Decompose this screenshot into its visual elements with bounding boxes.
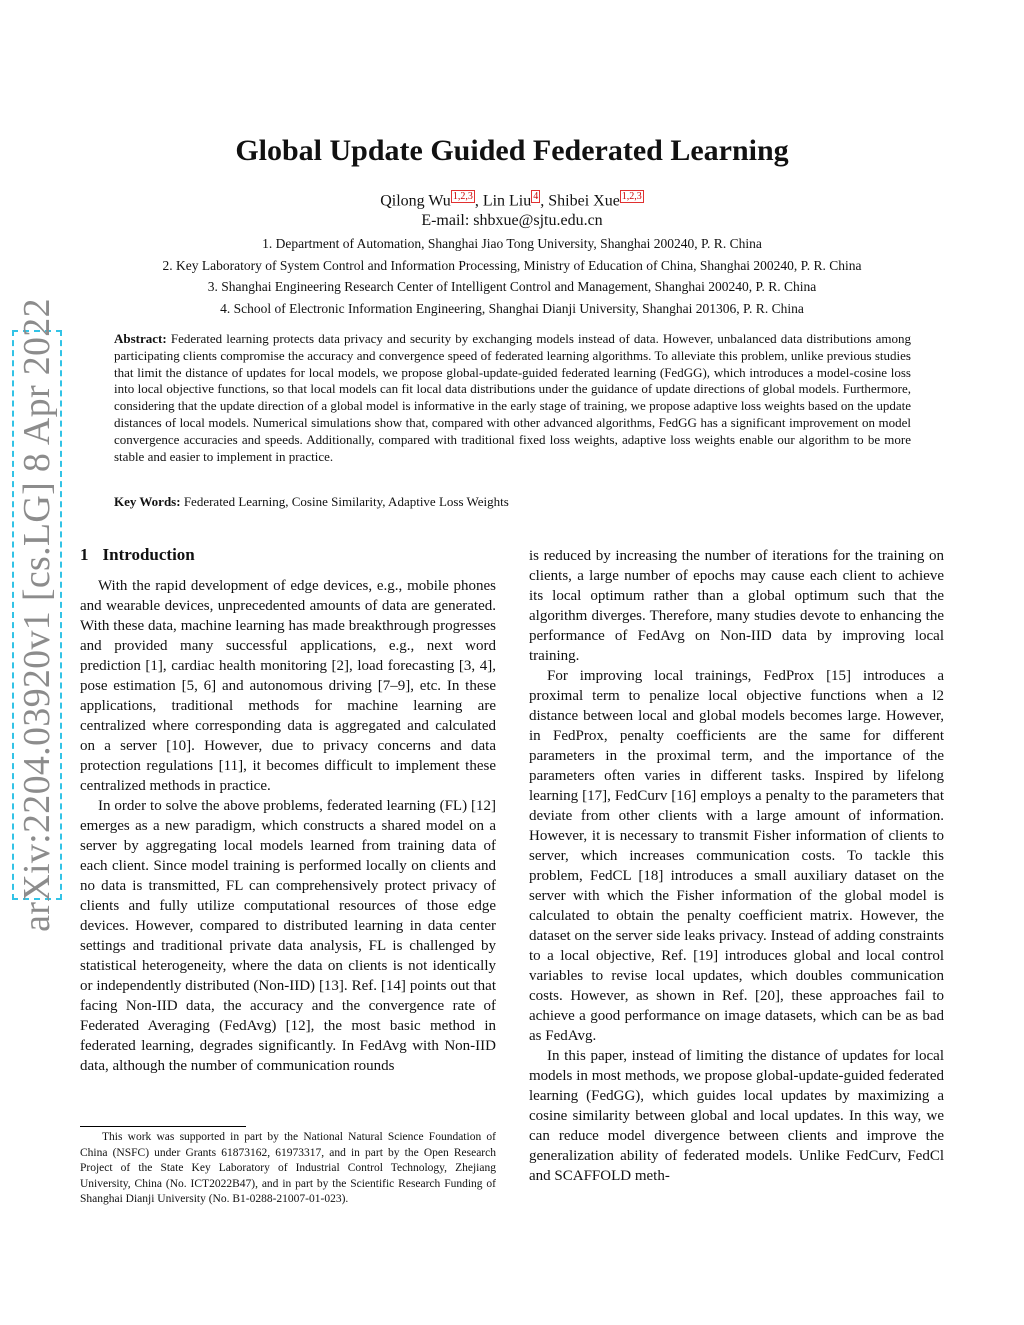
abstract-text: Federated learning protects data privacy and security by exchanging models instead of data. However, unbalanced data distributions among participating clients compromise the accuracy and convergence speed of federated learning algorithms. To alleviate this problem, unlike previous studies that limit the distance of updates for local models, we propose global-update-guided federated learning (FedGG), which introduces a model-cosine loss into local objective functions, so that local models can fit local data distributions under the guidance of update directions of global models. Furthermore, considering that the update direction of a global model is informative in the early stage of training, we propose adaptive loss weights based on the update distances of local models. Numerical simulations show that, compared with other advanced algorithms, FedGG has a significant improvement on model convergence accuracies and speeds. Additionally, compared with traditional fixed loss weights, adaptive loss weights enable our algorithm to be more stable and easier to implement in practice. <box>114 331 912 464</box>
author-email: E-mail: shbxue@sjtu.edu.cn <box>421 212 603 229</box>
arxiv-sidebar <box>12 298 62 932</box>
affiliation: 4. School of Electronic Information Engineering, Shanghai Dianji University, Shanghai 201306, P. R. China <box>220 301 804 316</box>
abstract-label: Abstract: <box>114 331 167 346</box>
affiliation: 3. Shanghai Engineering Research Center of Intelligent Control and Management, Shanghai 200240, P. R. China <box>207 279 817 294</box>
paper-title: Global Update Guided Federated Learning <box>235 134 789 167</box>
footnote: This work was supported in part by the National Natural Science Foundation of China (NSFC) under Grants 61873162, 61973317, and in part by the Open Research Project of the State Key Laboratory of Industrial Control Technology, Zhejiang University, China (No. ICT2022B47), and in part by the Scientific Research Funding of Shanghai Dianji University (No. B1-0288-21007-01-023). <box>80 1131 496 1206</box>
author-line <box>0 190 1024 210</box>
keywords-text: Federated Learning, Cosine Similarity, Adaptive Loss Weights <box>183 494 509 509</box>
section-title: Introduction <box>102 545 195 564</box>
paragraph: In order to solve the above problems, federated learning (FL) [12] emerges as a new paradigm, which constructs a shared model on a server by aggregating local models learned from training data of each client. Since model training is performed locally on clients and no data is transmitted, FL can comprehensively protect privacy of clients and fully utilize computational resources of those edge devices. However, compared to distributed learning in data center settings and traditional private data analysis, FL is challenged by statistical heterogeneity, where the data on clients is not identically or independently distributed (Non-IID) [13]. Ref. [14] points out that facing Non-IID data, the accuracy and the convergence rate of Federated Averaging (FedAvg) [12], the most basic method in federated learning, degrades significantly. In FedAvg with Non-IID data, although the number of communication rounds <box>80 798 496 1074</box>
arxiv-identifier: arXiv:2204.03920v1 [cs.LG] 8 Apr 2022 <box>16 298 58 932</box>
abstract <box>114 331 911 465</box>
right-column <box>529 546 944 1186</box>
paragraph: In this paper, instead of limiting the distance of updates for local models in most methods, we propose global-update-guided federated learning (FedGG), which guides local updates by maximizing a cosine similarity between global and local updates. In this way, we can reduce model divergence between clients and improve the generalization ability of federated models. Unlike FedCurv, FedCl and SCAFFOLD meth- <box>529 1048 944 1184</box>
author-name: , Lin Liu <box>474 192 532 210</box>
paragraph: With the rapid development of edge devices, e.g., mobile phones and wearable devices, unprecedented amounts of data are generated. With these data, machine learning has made breakthrough progresses and provided many successful applications, e.g., next word prediction [1], cardiac health monitoring [2], load forecasting [3, 4], pose estimation [5, 6] and autonomous driving [7–9], etc. In these applications, traditional methods for machine learning are centralized where corresponding data is aggregated and calculated on a server [10]. However, due to privacy concerns and data protection regulations [11], it becomes difficult to implement these centralized methods in practice. <box>80 578 496 794</box>
paragraph: is reduced by increasing the number of iterations for the training on clients, a large number of epochs may cause each client to achieve its local optimum rather than a global optimum such that the algorithm diverges. Therefore, many studies devote to enhancing the performance of FedAvg on Non-IID data by improving local training. <box>529 548 944 664</box>
affiliation-ref[interactable]: 1,2,3 <box>452 191 473 202</box>
author-name: , Shibei Xue <box>540 192 620 210</box>
keywords <box>114 494 911 510</box>
footnote-rule <box>80 1126 246 1127</box>
keywords-label: Key Words: <box>114 494 181 509</box>
section-number: 1 <box>80 545 89 564</box>
affiliation: 1. Department of Automation, Shanghai Jiao Tong University, Shanghai 200240, P. R. China <box>262 236 762 251</box>
left-column <box>80 576 496 1076</box>
section-heading <box>80 545 195 565</box>
paragraph: For improving local trainings, FedProx [15] introduces a proximal term to penalize local objective functions when a l2 distance between local and global models becomes large. However, in FedProx, penalty coefficients are the same for different parameters in the proximal term, and the importance of the parameters often varies in different tasks. Inspired by lifelong learning [17], FedCurv [16] employs a penalty to the parameters that deviate from other clients with a large amount of information. However, it is necessary to transmit Fisher information of clients to server, which increases communication costs. To tackle this problem, FedCL [18] introduces a small auxiliary dataset on the server with which the Fisher information of the global model is calculated to obtain the penalty coefficient matrix. However, the dataset on the server side leaks privacy. Instead of adding constraints to a local objective, Ref. [19] introduces global and local control variables to revise local updates, which doubles communication costs. However, as shown in Ref. [20], these approaches fail to achieve a good performance on image datasets, which can be as bad as FedAvg. <box>529 668 944 1044</box>
affiliation-ref[interactable]: 1,2,3 <box>621 191 642 202</box>
affiliation-ref[interactable]: 4 <box>533 191 539 202</box>
author-name: Qilong Wu <box>380 192 451 210</box>
affiliation: 2. Key Laboratory of System Control and Information Processing, Ministry of Education of China, Shanghai 200240, P. R. China <box>162 258 862 273</box>
